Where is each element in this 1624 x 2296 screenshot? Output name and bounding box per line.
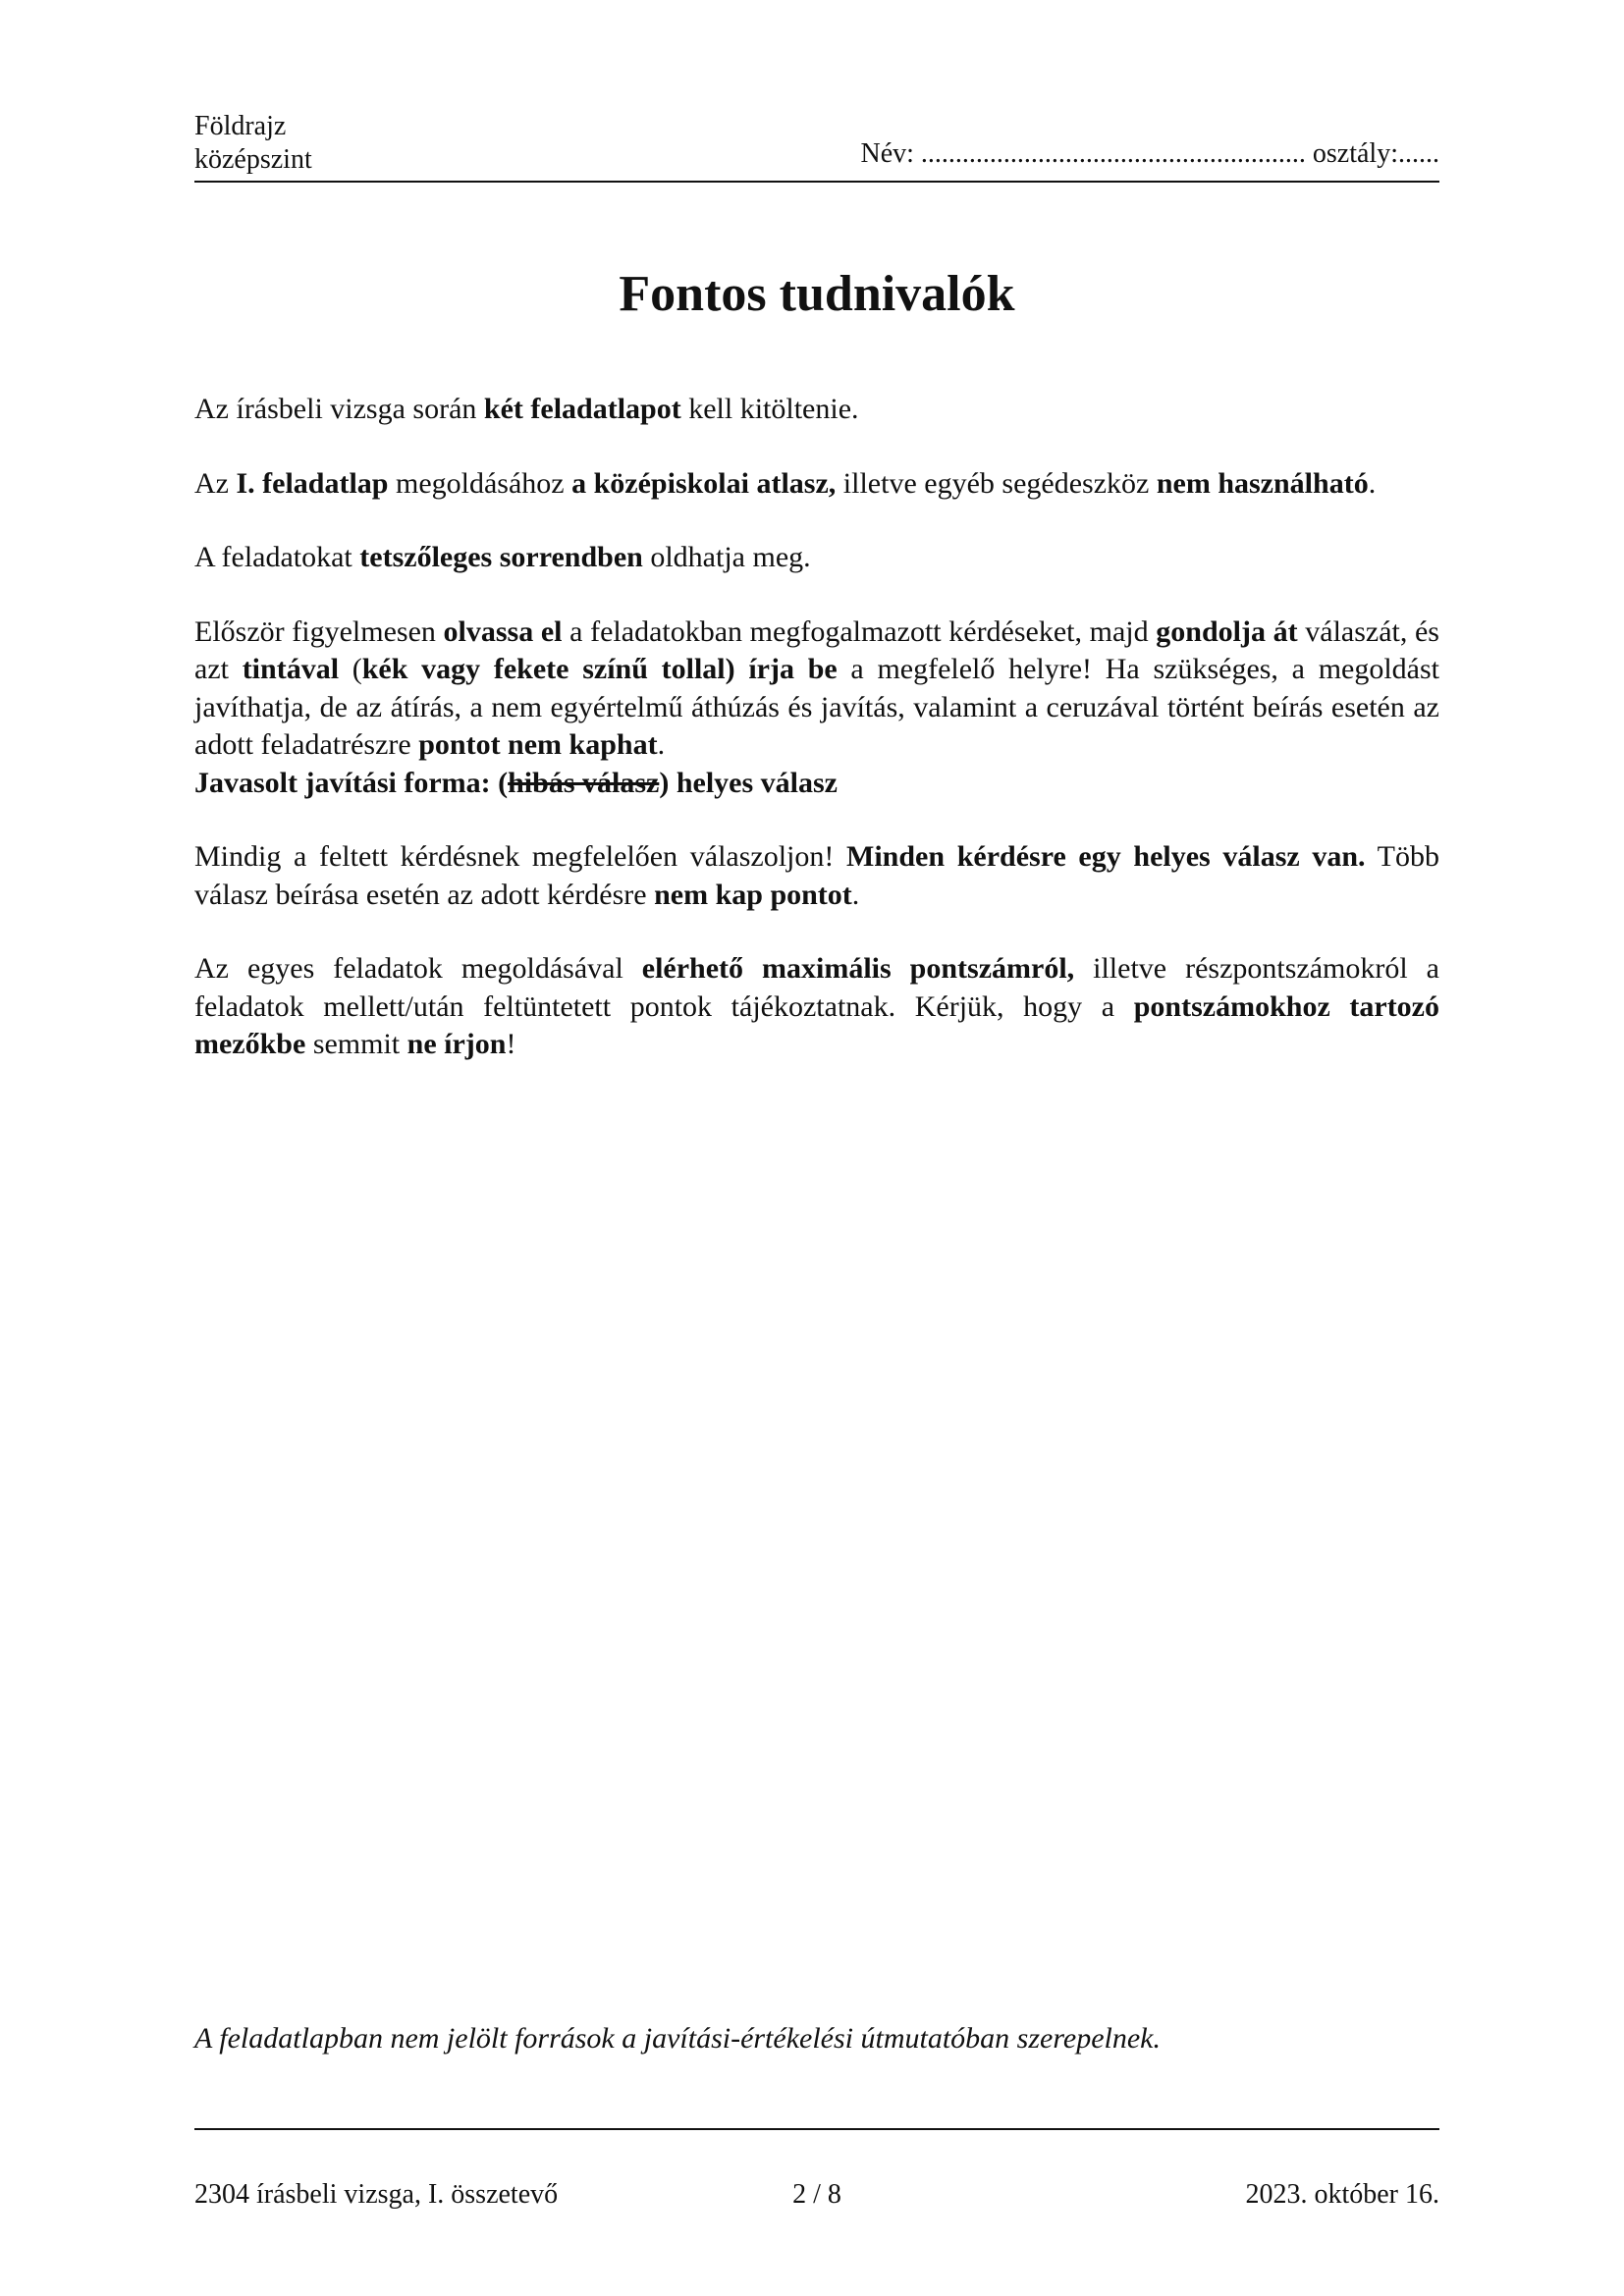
header-divider	[194, 181, 1439, 183]
paragraph-2: Az I. feladatlap megoldásához a középiskolai atlasz, illetve egyéb segédeszköz nem használható.	[194, 466, 1377, 500]
footer-exam-id: 2304 írásbeli vizsga, I. összetevő	[194, 2179, 559, 2210]
paragraph-3: A feladatokat tetszőleges sorrendben oldhatja meg.	[194, 541, 811, 573]
header-subject: Földrajz	[194, 111, 287, 141]
paragraph-6: Az egyes feladatok megoldásával elérhető maximális pontszámról, illetve részpontszámokról a feladatok mellett/után feltüntetett pontok tájékoztatnak. Kérjük, hogy a pontszámokhoz tartozó mezőkbe semmit ne írjon!	[194, 952, 1439, 1060]
instructions-body	[194, 391, 1439, 1100]
header-subject-block	[194, 110, 312, 177]
header-name-field: Név: ........................................................ osztály:......	[860, 138, 1439, 169]
paragraph-5: Mindig a feltett kérdésnek megfelelően válaszoljon! Minden kérdésre egy helyes válasz van. Több válasz beírása esetén az adott kérdésre nem kap pontot.	[194, 840, 1439, 911]
header-level: középszint	[194, 144, 312, 175]
page-header	[194, 110, 1439, 181]
page-footer	[194, 2178, 1439, 2214]
footer-page-number: 2 / 8	[792, 2179, 841, 2210]
page-title: Fontos tudnivalók	[619, 266, 1015, 322]
footer-divider	[194, 2128, 1439, 2130]
sources-note: A feladatlapban nem jelölt források a javítási-értékelési útmutatóban szerepelnek.	[194, 2022, 1161, 2055]
paragraph-1: Az írásbeli vizsga során két feladatlapot kell kitöltenie.	[194, 393, 859, 425]
footer-date: 2023. október 16.	[1245, 2179, 1439, 2210]
wrong-answer-example: hibás válasz	[508, 766, 660, 799]
correction-example: Javasolt javítási forma: (hibás válasz) helyes válasz	[194, 766, 838, 799]
paragraph-4: Először figyelmesen olvassa el a feladatokban megfogalmazott kérdéseket, majd gondolja át válaszát, és azt tintával (kék vagy fekete színű tollal) írja be a megfelelő helyre! Ha szükséges, a megoldást javíthatja, de az átírás, a nem egyértelmű áthúzás és javítás, valamint a ceruzával történt beírás esetén az adott feladatrészre pontot nem kaphat.	[194, 614, 1439, 761]
